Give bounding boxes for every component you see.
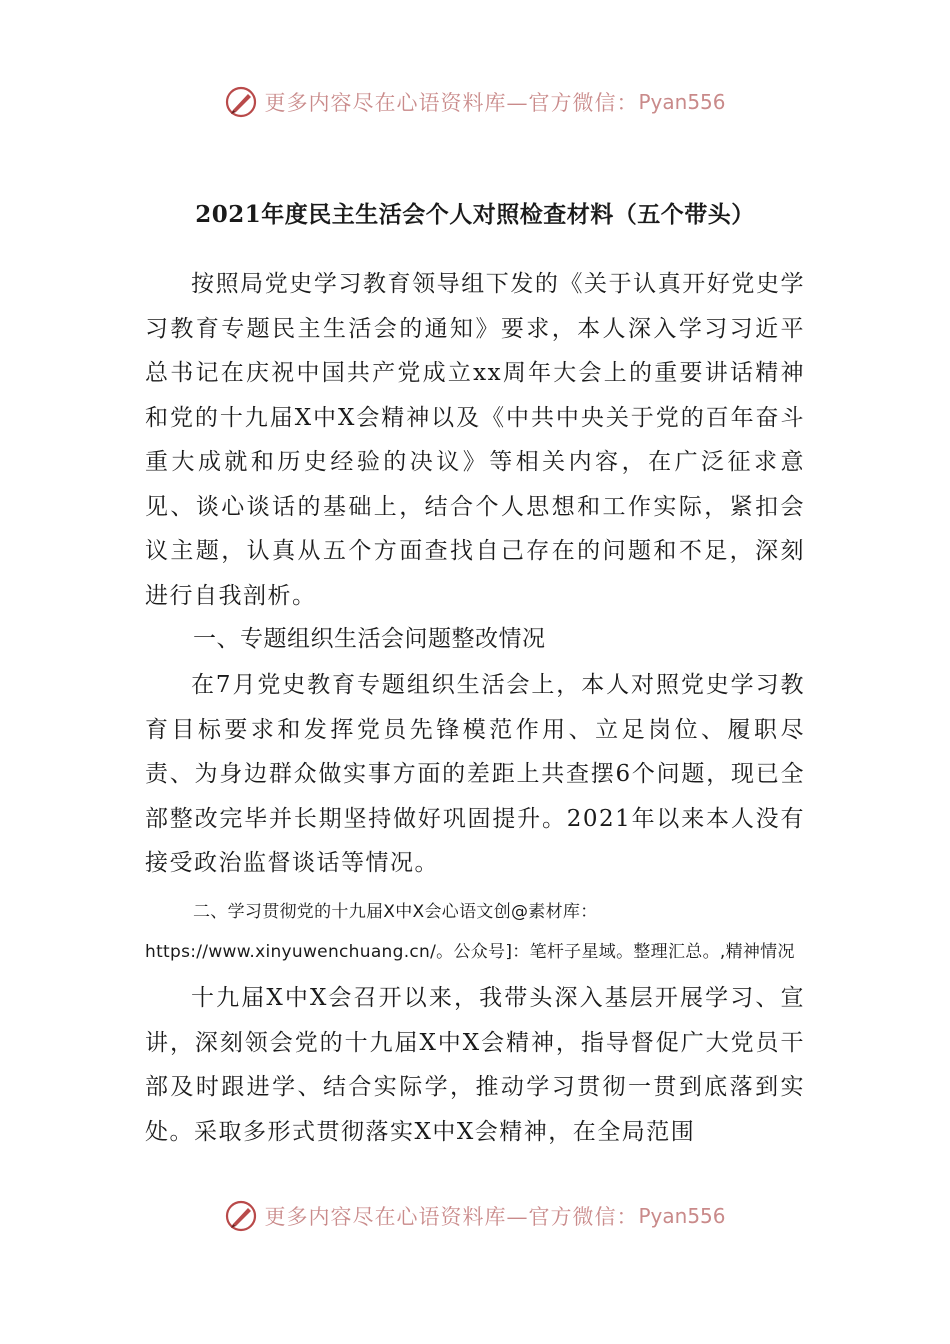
watermark-wechat-id: Pyan556 [638,1204,726,1228]
paragraph-section-1: 在7月党史教育专题组织生活会上，本人对照党史学习教育目标要求和发挥党员先锋模范作用、立足岗位、履职尽责、为身边群众做实事方面的差距上共查摆6个问题，现已全部整改完毕并长期坚持做好巩固提升。2021年以来本人没有接受政治监督谈话等情况。 [145,672,805,876]
watermark-text: 更多内容尽在心语资料库—官方微信： [264,91,639,115]
section-heading-1: 一、专题组织生活会问题整改情况 [193,626,546,652]
document-title: 2021年度民主生活会个人对照检查材料（五个带头） [195,201,755,228]
watermark-text: 更多内容尽在心语资料库—官方微信： [264,1205,639,1229]
paragraph-intro: 按照局党史学习教育领导组下发的《关于认真开好党史学习教育专题民主生活会的通知》要求，本人深入学习习近平总书记在庆祝中国共产党成立xx周年大会上的重要讲话精神和党的十九届X中X会精神以及《中共中央关于党的百年奋斗重大成就和历史经验的决议》等相关内容，在广泛征求意见、谈心谈话的基础上，结合个人思想和工作实际，紧扣会议主题，认真从五个方面查找自己存在的问题和不足，深刻进行自我剖析。 [145,271,805,609]
pen-logo-icon [224,85,258,119]
paragraph-section-2: 十九届X中X会召开以来，我带头深入基层开展学习、宣讲，深刻领会党的十九届X中X会精神，指导督促广大党员干部及时跟进学、结合实际学，推动学习贯彻一贯到底落到实处。采取多形式贯彻落实X中X会精神，在全局范围 [145,985,805,1145]
watermark-banner-bottom [0,1196,950,1236]
watermark-banner-top [0,82,950,122]
pen-logo-icon [224,1199,258,1233]
watermark-wechat-id: Pyan556 [638,90,726,114]
section-heading-2: 二、学习贯彻党的十九届X中X会心语文创@素材库： https://www.xinyuwenchuang.cn/。公众号]：笔杆子星域。整理汇总。,精神情况 [145,902,795,962]
